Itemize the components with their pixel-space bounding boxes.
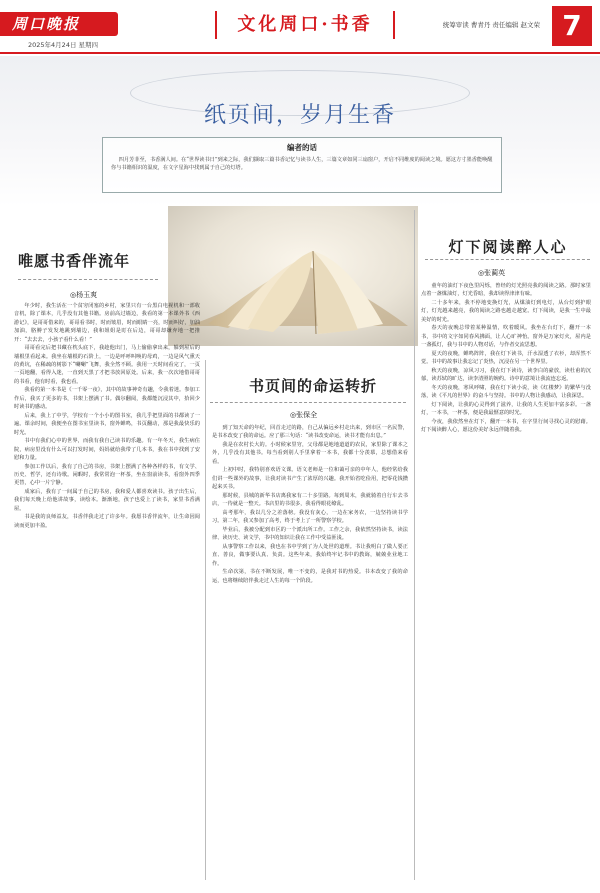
masthead bbox=[0, 0, 600, 52]
title-rule-left bbox=[18, 279, 158, 280]
paragraph: 高考那年，我以几分之差落榜。我没有灰心，一边在家务农，一边坚持读书学习。第二年，我又参加了高考，终于考上了一所警察学校。 bbox=[212, 509, 408, 525]
paragraph: 成家后，我有了一间属于自己的书房，我和爱人都喜欢读书。孩子出生后，我们每天晚上给他讲故事，读绘本。渐渐地，孩子也爱上了读书，家里书香满屋。 bbox=[14, 489, 200, 512]
paragraph: 书是我的良师益友，书香伴我走过了许多年。我愿书香伴流年，让生命因阅读而更加丰盈。 bbox=[14, 514, 200, 529]
masthead-rule bbox=[0, 52, 600, 54]
paragraph: 生命次第，书在不断发展，唯一不变的，是我对书的热爱。书本改变了我的命运，也将继续陪伴我走过人生的每一个阶段。 bbox=[212, 569, 408, 584]
paragraph: 秋天的夜晚，凉风习习，我在灯下读诗，读李白的豪放，读杜甫的沉郁，读苏轼的旷达，读李清照的婉约。诗中的意境让我流连忘返。 bbox=[421, 367, 591, 383]
title-rule-right bbox=[425, 259, 590, 260]
title-rule-middle bbox=[210, 402, 406, 403]
paragraph: 从事警察工作以来，我也在书中学到了为人处世的道理。书让我明白了做人要正直、善良，做事要认真、负责。这些年来，我始终牢记书中的教诲，兢兢业业地工作。 bbox=[212, 543, 408, 567]
article-body-right bbox=[421, 282, 591, 884]
column-divider-left bbox=[205, 360, 206, 880]
article-body-left bbox=[14, 302, 200, 887]
paragraph: 二十多年来，我不停地变换灯光，从煤油灯到电灯，从台灯到护眼灯，灯光越来越亮，我的阅读之路也越走越宽。灯下阅读，是我一生中最美好的时光。 bbox=[421, 300, 591, 323]
editor-note-text: 四月芳菲至，书香满人间。在“世界读书日”到来之际，我们撷取三篇书香记忆与读书人生，三篇文章如同三扇窗户，开启不同维度的阅读之境。愿这方寸墨香能唤醒你与书籍相识的温度，在文字星海中找到属于自己的灯塔。 bbox=[111, 157, 493, 171]
column-divider-right bbox=[414, 210, 415, 880]
paragraph: 后来，我上了中学，学校有一个小小的图书室，我几乎把里面的书都读了一遍。课余时间，我便坐在图书室里读书，窗外蝉鸣，书页翻动，那是我最快乐的时光。 bbox=[14, 412, 200, 436]
paragraph: 灯下阅读，让我的心灵得到了滋养，让我的人生更加丰富多彩。一盏灯，一本书，一杯茶，便是我最惬意的时光。 bbox=[421, 401, 591, 417]
article-author-right: ◎张蔺英 bbox=[478, 269, 506, 277]
article-body-middle bbox=[212, 424, 408, 884]
paragraph: 书中有我们心中的世界，而我有我自己读书的乐趣。有一年冬天，我生病住院，病房里没有什么可以打发时间，妈妈就给我带了几本书，我在书中找到了安慰和力量。 bbox=[14, 438, 200, 462]
paragraph: 春天的夜晚总带着某种温情，吹着暖风。我坐在台灯下，翻开一本书，书中的文字如同春风拂面，让人心旷神怡。窗外是万家灯火，屋内是一盏孤灯，我与书中的人物对话，与作者交流思想。 bbox=[421, 325, 591, 349]
issue-date: 2025年4月24日 星期四 bbox=[28, 41, 99, 49]
open-book-icon bbox=[168, 206, 418, 346]
feature-title: 纸页间，岁月生香 bbox=[203, 103, 396, 128]
editor-note-heading: 编者的话 bbox=[287, 143, 317, 152]
article-title-left: 唯愿书香伴流年 bbox=[18, 252, 131, 270]
article-title-middle: 书页间的命运转折 bbox=[248, 377, 377, 395]
page-number: 7 bbox=[552, 6, 592, 46]
newspaper-logo: 周口晚报 bbox=[0, 12, 118, 36]
section-title: 文化周口·书香 bbox=[215, 11, 395, 39]
paragraph: 年少时，我生活在一个贫穷闭塞的乡村，家里只有一台黑白电视机和一部收音机，除了课本，几乎没有其他书籍。房前高过墙边，我看的第一本课外书《西游记》，是哥哥借来的，哥哥看书时，时而皱眉，时而眼睛一亮，时而叫好，加油加油，胳膊子发发地跳到墙边，我和姐姐是盯在后边，哥哥却嫌弃地一把推开：“去去去，小孩子看什么看！” bbox=[14, 303, 200, 343]
paragraph: 上初中时，我特别喜欢语文课。语文老师是一位和蔼可亲的中年人，他经常给我们讲一些课外的故事，让我对读书产生了浓厚的兴趣。我开始省吃俭用，把零花钱攒起来买书。 bbox=[212, 467, 408, 491]
article-title-right: 灯下阅读醉人心 bbox=[448, 238, 568, 256]
article-author-middle: ◎张保全 bbox=[290, 411, 318, 419]
paragraph: 到了知天命的年纪，回首走过的路，自己从偏远乡村走出来，到市区一名民警，是书本改变了我的命运。应了那三句话：“读书改变命运，读书才能有出息。” bbox=[212, 425, 408, 440]
paragraph: 我看的第一本书是《一千零一夜》，其中的故事神奇有趣，令我着迷。参加工作后，我买了更多的书，书架上摆满了书。偶尔翻阅，我都能沉浸其中，拾回少时读书的感动。 bbox=[14, 387, 200, 411]
paragraph: 冬天的夜晚，寒风呼啸，我在灯下读小说，读《红楼梦》的繁华与没落，读《平凡的世界》的奋斗与坚持。书中的人物让我感动，让我深思。 bbox=[421, 384, 591, 400]
paragraph: 毕业后，我被分配到市区的一个派出所工作。工作之余，我依然坚持读书，读法律、读历史、读文学，书中的知识让我在工作中受益匪浅。 bbox=[212, 526, 408, 542]
editor-info: 统筹审读 曹青丹 责任编辑 赵文荣 bbox=[442, 21, 540, 29]
paragraph: 今夜，我依然坐在灯下，翻开一本书，在字里行间寻找心灵的慰藉。灯下阅读醉人心，愿这份美好永远伴随着我。 bbox=[421, 418, 591, 434]
paragraph: 那时候，县城的新华书店离我家有二十多里路。每到周末，我就骑着自行车去书店，一待就是一整天。书店里的书很多，我看得眼花缭乱。 bbox=[212, 492, 408, 508]
paragraph: 夏天的夜晚，蝉鸣阵阵，我在灯下读书，汗水湿透了衣衫，却浑然不觉。书中的故事让我忘记了炎热，沉浸在另一个世界里。 bbox=[421, 350, 591, 366]
paragraph: 我是在农村长大的。小时候家里穷，父母都是地地道道的农民，家里除了课本之外，几乎没有其他书。每当看到别人手里拿着一本书，我都十分羡慕，总想借来看看。 bbox=[212, 442, 408, 465]
paragraph: 参加工作以后，我有了自己的书房，书架上摆满了各种各样的书，有文学、历史、哲学，还有诗歌。闲暇时，我常常泡一杯茶，坐在窗前读书，看窗外四季更替，心中一片宁静。 bbox=[14, 463, 200, 487]
open-book-photo bbox=[168, 206, 418, 346]
paragraph: 童年的油灯下夜色里闪烁，曾经的灯光照亮我的阅读之路。那时家里点着一盏煤油灯，灯光昏暗，我却读得津津有味。 bbox=[421, 283, 591, 298]
paragraph: 哥哥看完后把书藏在枕头底下，我趁他出门，马上偷偷拿出来，躲到屋后的墙根里看起来。我坐在墙根的石阶上，一边是呼呼叫唤的母鸡，一边是风气熏天的黄坑，在稀疏的树影下“唰唰”飞舞，我全然不顾。我用一天时间看完了，一页一页地翻，看得入迷，一直到天黑了才把书放回原处。后来，我一次次地借哥哥的书看，他有时看，我也看。 bbox=[14, 345, 200, 385]
article-author-left: ◎杨玉爽 bbox=[70, 291, 98, 299]
editor-note-box bbox=[102, 137, 502, 193]
